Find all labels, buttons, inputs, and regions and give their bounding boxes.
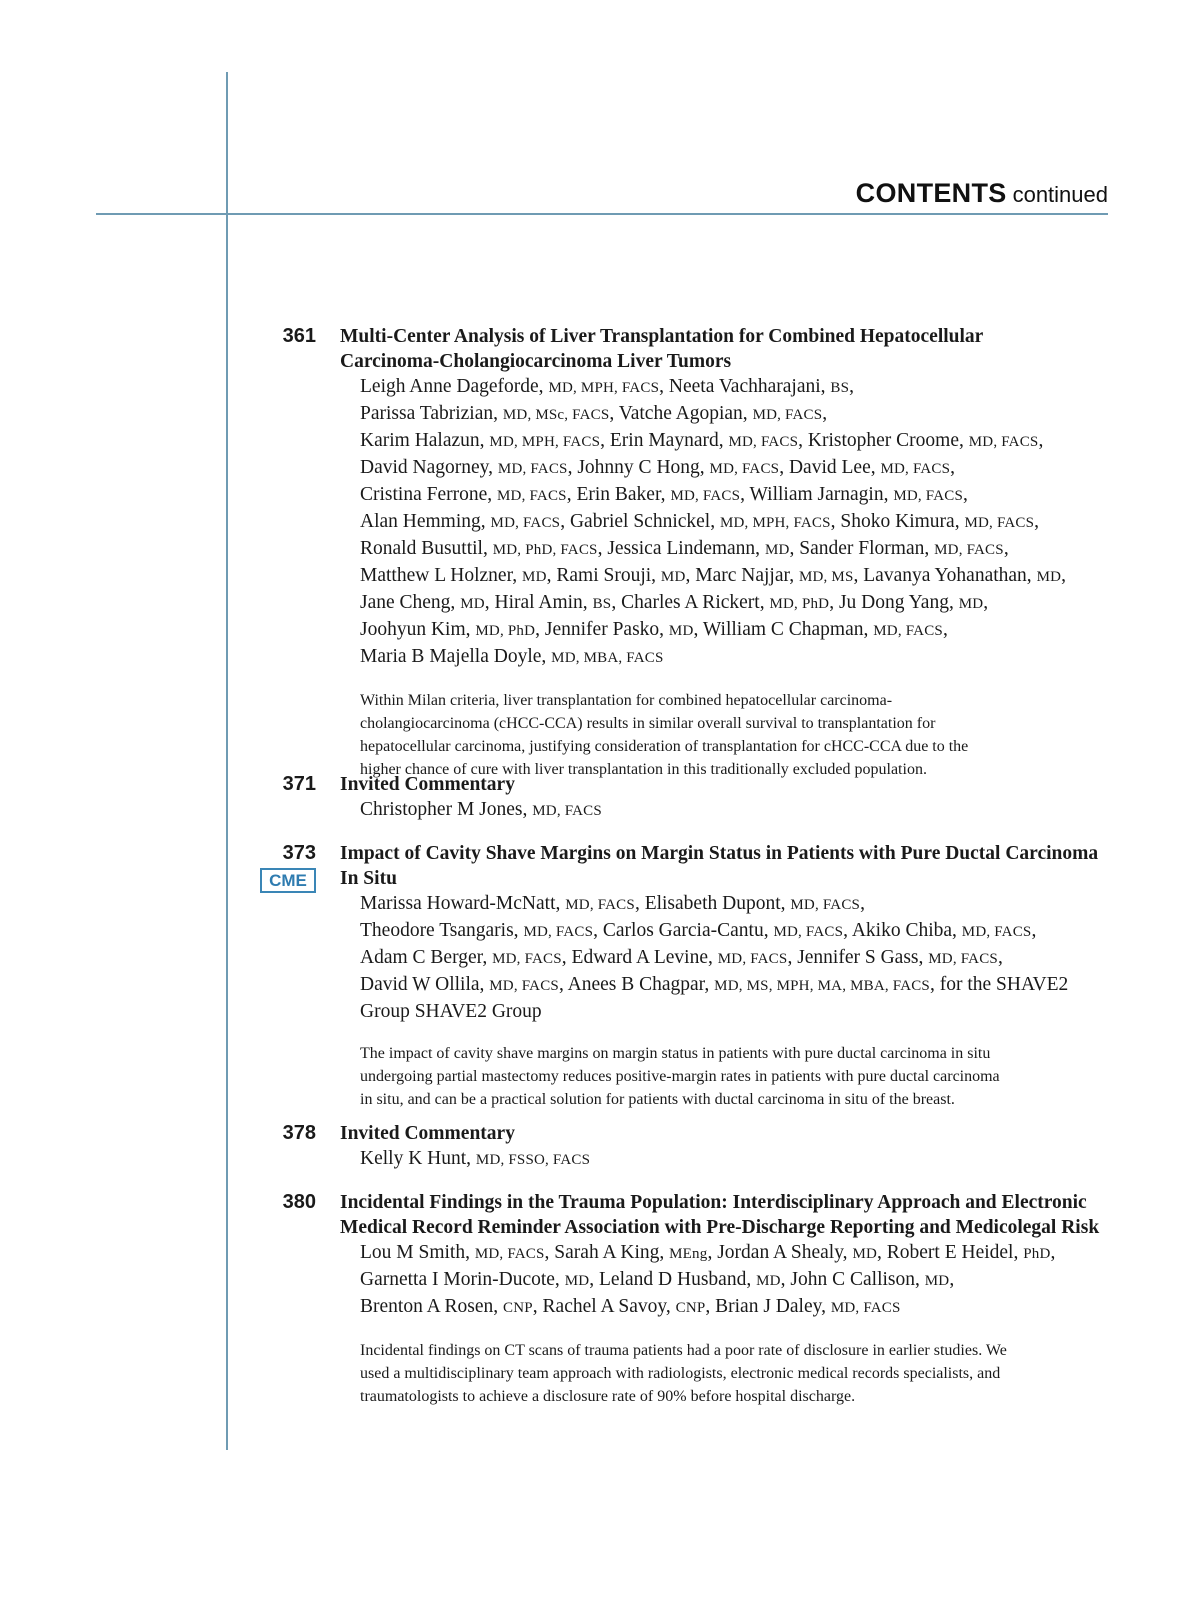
author-name: , — [1031, 920, 1037, 941]
summary-line: higher chance of cure with liver transplantation in this traditionally excluded population. — [360, 761, 927, 778]
author-name: , David Lee, — [779, 457, 881, 478]
article-title — [340, 1190, 1110, 1240]
author-name: , Elisabeth Dupont, — [634, 893, 791, 914]
author-line — [360, 401, 1110, 428]
author-credentials: MD, FACS — [565, 897, 635, 913]
author-credentials: MD, FACS — [961, 924, 1032, 940]
author-name: , Lavanya Yohanathan, — [853, 565, 1037, 586]
author-credentials: MD, FACS — [670, 488, 741, 504]
author-credentials: MD, FACS — [968, 434, 1039, 450]
author-name: , Robert E Heidel, — [877, 1242, 1024, 1263]
author-name: , — [949, 1269, 955, 1290]
author-name: Cristina Ferrone, — [360, 484, 498, 505]
author-line — [360, 374, 1110, 401]
author-line — [360, 972, 1110, 999]
summary-line: used a multidisciplinary team approach with radiologists, electronic medical records specialists, and — [360, 1365, 1001, 1382]
author-credentials: MD, FACS — [728, 434, 799, 450]
author-credentials: MEng — [669, 1246, 708, 1262]
author-line — [360, 1294, 1110, 1321]
author-list — [360, 1146, 1110, 1173]
author-line — [360, 644, 1110, 671]
author-name: Group SHAVE2 Group — [360, 1001, 542, 1022]
author-name: , Johnny C Hong, — [567, 457, 710, 478]
header-rule — [96, 213, 1108, 215]
author-name: , John C Callison, — [780, 1269, 925, 1290]
author-name: Alan Hemming, — [360, 511, 491, 532]
author-name: , Neeta Vachharajani, — [659, 376, 831, 397]
author-credentials: MD, MPH, FACS — [489, 434, 601, 450]
author-credentials: MD — [958, 596, 984, 612]
author-name: Karim Halazun, — [360, 430, 490, 451]
author-line — [360, 999, 1110, 1024]
article-summary — [360, 689, 1100, 781]
summary-line: cholangiocarcinoma (cHCC-CCA) results in similar overall survival to transplantation for — [360, 715, 936, 732]
author-name: , Carlos Garcia-Cantu, — [593, 920, 774, 941]
page-number: 361 — [282, 325, 316, 347]
page-number: 378 — [282, 1122, 316, 1144]
author-name: , Kristopher Croome, — [798, 430, 969, 451]
author-name: , Leland D Husband, — [589, 1269, 757, 1290]
author-line — [360, 1267, 1110, 1294]
author-line — [360, 918, 1110, 945]
author-name: David Nagorney, — [360, 457, 498, 478]
author-line — [360, 797, 1110, 824]
author-credentials: MD, FACS — [523, 924, 594, 940]
author-name: , — [942, 619, 948, 640]
author-name: , Vatche Agopian, — [609, 403, 753, 424]
title-line: Incidental Findings in the Trauma Population: Interdisciplinary Approach and Electronic — [340, 1192, 1087, 1213]
author-line — [360, 482, 1110, 509]
author-credentials: MD — [564, 1273, 590, 1289]
article-title — [340, 324, 1110, 374]
author-name: , Ju Dong Yang, — [829, 592, 959, 613]
author-name: , — [963, 484, 968, 505]
author-credentials: BS — [592, 596, 612, 612]
author-name: , Rachel A Savoy, — [532, 1296, 676, 1317]
author-credentials: MD, FACS — [928, 951, 998, 967]
summary-line: undergoing partial mastectomy reduces positive-margin rates in patients with pure ductal carcinoma — [360, 1068, 1000, 1085]
title-line: Impact of Cavity Shave Margins on Margin Status in Patients with Pure Ductal Carcinoma — [340, 843, 1099, 864]
author-credentials: MD, FACS — [490, 515, 561, 531]
author-name: , — [860, 893, 865, 914]
toc-entry — [270, 772, 1110, 824]
author-name: , Edward A Levine, — [561, 947, 718, 968]
summary-line: hepatocellular carcinoma, justifying consideration of transplantation for cHCC-CCA due to the — [360, 738, 969, 755]
author-name: Parissa Tabrizian, — [360, 403, 503, 424]
page-header — [856, 178, 1108, 209]
author-line — [360, 428, 1110, 455]
author-line — [360, 536, 1110, 563]
author-credentials: MD — [764, 542, 790, 558]
summary-line: traumatologists to achieve a disclosure rate of 90% before hospital discharge. — [360, 1388, 856, 1405]
toc-entry — [270, 1121, 1110, 1173]
author-credentials: MD — [522, 569, 547, 585]
author-credentials: MD, FACS — [497, 461, 568, 477]
cme-badge: CME — [260, 868, 316, 893]
title-line: Carcinoma-Cholangiocarcinoma Liver Tumors — [340, 351, 732, 372]
page-number: 371 — [282, 773, 316, 795]
author-name: , — [997, 947, 1003, 968]
author-name: , Jessica Lindemann, — [597, 538, 765, 559]
author-name: , Akiko Chiba, — [843, 920, 962, 941]
title-line: Multi-Center Analysis of Liver Transplantation for Combined Hepatocellular — [340, 326, 984, 347]
author-credentials: MD, FACS — [489, 978, 559, 994]
author-credentials: MD, FACS — [790, 897, 861, 913]
author-name: , Gabriel Schnickel, — [560, 511, 720, 532]
author-line — [360, 455, 1110, 482]
author-credentials: MD — [924, 1273, 950, 1289]
author-name: , — [983, 592, 989, 613]
title-line: Medical Record Reminder Association with Pre-Discharge Reporting and Medicolegal Risk — [340, 1217, 1100, 1238]
author-name: Joohyun Kim, — [360, 619, 476, 640]
author-name: Jane Cheng, — [360, 592, 461, 613]
author-name: Matthew L Holzner, — [360, 565, 523, 586]
author-credentials: MD, FACS — [873, 623, 943, 639]
author-credentials: MD, FACS — [709, 461, 780, 477]
author-credentials: MD, MSc, FACS — [502, 407, 610, 423]
article-title — [340, 772, 1110, 797]
article-summary — [360, 1042, 1100, 1111]
author-line — [360, 945, 1110, 972]
author-list — [360, 1240, 1110, 1321]
author-line — [360, 617, 1110, 644]
author-credentials: BS — [830, 380, 850, 396]
author-credentials: MD, FACS — [532, 803, 602, 819]
author-credentials: MD, FACS — [474, 1246, 545, 1262]
toc-entry — [270, 1190, 1110, 1408]
author-credentials: MD, FACS — [934, 542, 1004, 558]
author-line — [360, 1146, 1110, 1173]
author-name: Leigh Anne Dageforde, — [360, 376, 549, 397]
author-credentials: MD, FACS — [830, 1300, 901, 1316]
author-credentials: MD — [460, 596, 485, 612]
page-number: 380 — [282, 1191, 316, 1213]
author-name: , Jordan A Shealy, — [707, 1242, 853, 1263]
author-name: , Marc Najjar, — [685, 565, 799, 586]
author-credentials: MD, PhD — [769, 596, 830, 612]
article-title — [340, 841, 1110, 891]
author-credentials: PhD — [1023, 1246, 1051, 1262]
title-line: In Situ — [340, 868, 397, 889]
author-credentials: MD, MBA, FACS — [551, 650, 664, 666]
author-line — [360, 509, 1110, 536]
author-credentials: MD, FSSO, FACS — [475, 1152, 591, 1168]
author-name: , for the SHAVE2 — [929, 974, 1069, 995]
author-name: , Hiral Amin, — [484, 592, 593, 613]
author-credentials: MD — [852, 1246, 878, 1262]
article-summary — [360, 1339, 1100, 1408]
header-title: CONTENTS — [855, 178, 1007, 208]
author-name: Christopher M Jones, — [360, 799, 533, 820]
author-credentials: CNP — [675, 1300, 706, 1316]
author-credentials: MD, FACS — [492, 951, 562, 967]
author-credentials: MD, PhD — [475, 623, 536, 639]
author-name: , — [1050, 1242, 1056, 1263]
author-credentials: MD, FACS — [893, 488, 964, 504]
author-credentials: MD, MPH, FACS — [548, 380, 660, 396]
author-credentials: MD, MS, MPH, MA, MBA, FACS — [714, 978, 930, 994]
author-name: , Charles A Rickert, — [611, 592, 770, 613]
author-name: Marissa Howard-McNatt, — [360, 893, 566, 914]
author-name: Lou M Smith, — [360, 1242, 475, 1263]
author-name: Ronald Busuttil, — [360, 538, 493, 559]
author-name: Garnetta I Morin-Ducote, — [360, 1269, 565, 1290]
author-credentials: MD, FACS — [880, 461, 951, 477]
author-credentials: MD, MPH, FACS — [719, 515, 831, 531]
vertical-rule — [226, 72, 228, 1450]
author-name: Adam C Berger, — [360, 947, 493, 968]
author-credentials: MD, MS — [798, 569, 854, 585]
author-name: , Sarah A King, — [544, 1242, 670, 1263]
toc-entry — [270, 841, 1110, 1111]
author-name: , — [950, 457, 956, 478]
toc-entry — [270, 324, 1110, 781]
author-name: , — [1038, 430, 1044, 451]
author-name: , — [849, 376, 855, 397]
summary-line: Within Milan criteria, liver transplantation for combined hepatocellular carcinoma- — [360, 692, 893, 709]
author-name: Maria B Majella Doyle, — [360, 646, 552, 667]
author-name: , William Jarnagin, — [740, 484, 894, 505]
author-name: , Jennifer S Gass, — [787, 947, 929, 968]
author-credentials: MD — [756, 1273, 781, 1289]
author-line — [360, 563, 1110, 590]
author-credentials: MD — [1036, 569, 1062, 585]
author-name: , Anees B Chagpar, — [558, 974, 715, 995]
author-name: , Jennifer Pasko, — [535, 619, 669, 640]
author-credentials: CNP — [503, 1300, 533, 1316]
title-line: Invited Commentary — [340, 1123, 515, 1144]
author-credentials: MD — [668, 623, 694, 639]
author-name: Kelly K Hunt, — [360, 1148, 476, 1169]
author-credentials: MD, FACS — [497, 488, 567, 504]
author-list — [360, 891, 1110, 1024]
author-name: David W Ollila, — [360, 974, 490, 995]
author-list — [360, 374, 1110, 671]
author-name: , Erin Baker, — [566, 484, 671, 505]
author-credentials: MD — [660, 569, 686, 585]
author-name: , Erin Maynard, — [600, 430, 729, 451]
summary-line: Incidental findings on CT scans of trauma patients had a poor rate of disclosure in earlier studies. We — [360, 1342, 1007, 1359]
author-credentials: MD, FACS — [717, 951, 788, 967]
author-name: , — [1034, 511, 1040, 532]
author-name: Brenton A Rosen, — [360, 1296, 504, 1317]
author-name: , — [1061, 565, 1067, 586]
author-credentials: MD, FACS — [964, 515, 1035, 531]
page-number: 373 — [282, 842, 316, 864]
author-credentials: MD, FACS — [773, 924, 844, 940]
author-line — [360, 1240, 1110, 1267]
summary-line: The impact of cavity shave margins on margin status in patients with pure ductal carcinoma in situ — [360, 1045, 991, 1062]
author-name: , — [1003, 538, 1009, 559]
author-line — [360, 891, 1110, 918]
author-credentials: MD, PhD, FACS — [492, 542, 598, 558]
author-name: Theodore Tsangaris, — [360, 920, 524, 941]
author-name: , William C Chapman, — [693, 619, 874, 640]
author-name: , Sander Florman, — [789, 538, 935, 559]
author-name: , Brian J Daley, — [705, 1296, 831, 1317]
author-line — [360, 590, 1110, 617]
article-title — [340, 1121, 1110, 1146]
author-credentials: MD, FACS — [752, 407, 823, 423]
summary-line: in situ, and can be a practical solution for patients with ductal carcinoma in situ of the breast. — [360, 1091, 955, 1108]
header-continued: continued — [1012, 182, 1108, 207]
author-name: , Rami Srouji, — [546, 565, 661, 586]
author-name: , Shoko Kimura, — [830, 511, 965, 532]
title-line: Invited Commentary — [340, 774, 515, 795]
author-list — [360, 797, 1110, 824]
author-name: , — [822, 403, 828, 424]
